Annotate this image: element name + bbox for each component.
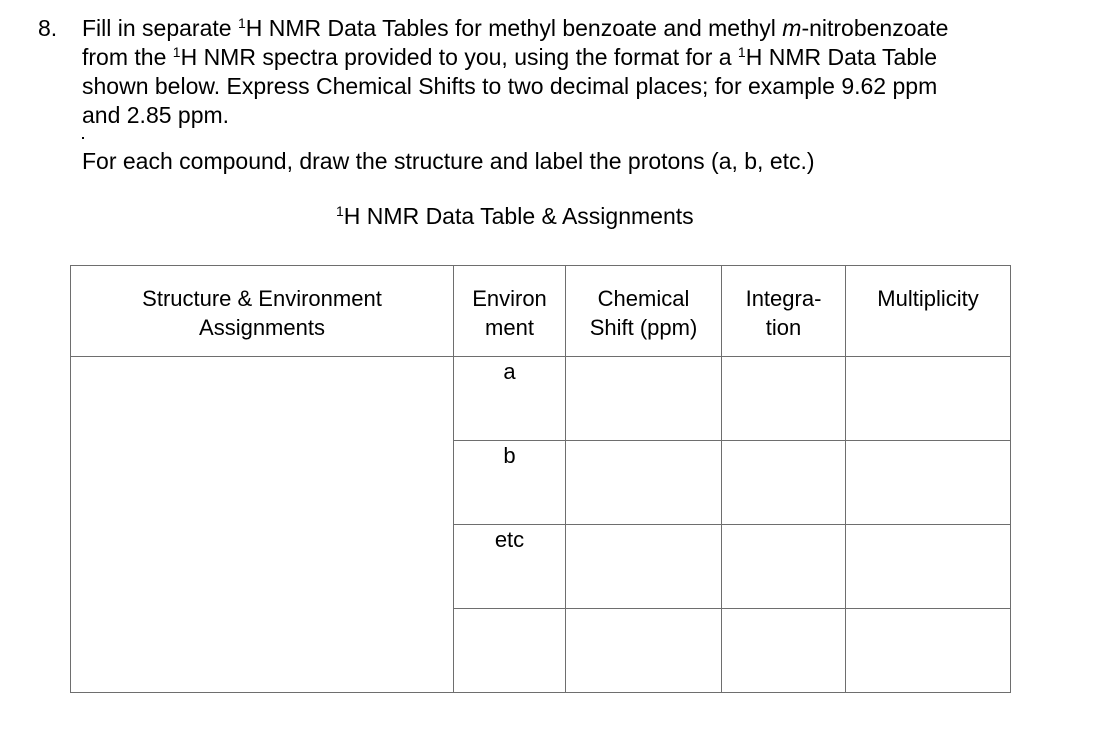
environment-cell: etc — [454, 525, 566, 609]
header-integration: Integra- tion — [722, 266, 846, 357]
question-line-4: and 2.85 ppm. — [82, 102, 230, 128]
table-header-row — [71, 266, 1011, 357]
environment-cell: a — [454, 357, 566, 441]
integration-cell[interactable] — [722, 609, 846, 693]
multiplicity-cell[interactable] — [846, 357, 1011, 441]
chemical-shift-cell[interactable] — [566, 525, 722, 609]
question-line-3: shown below. Express Chemical Shifts to two decimal places; for example 9.62 ppm — [82, 73, 938, 99]
instruction-text: For each compound, draw the structure and label the protons (a, b, etc.) — [82, 148, 815, 174]
table-title: $^1$H NMR Data Table & Assignments — [336, 203, 694, 229]
header-chemical-shift: Chemical Shift (ppm) — [566, 266, 722, 357]
multiplicity-cell[interactable] — [846, 525, 1011, 609]
integration-cell[interactable] — [722, 357, 846, 441]
integration-cell[interactable] — [722, 525, 846, 609]
stray-dot — [82, 137, 84, 139]
chemical-shift-cell[interactable] — [566, 609, 722, 693]
integration-cell[interactable] — [722, 441, 846, 525]
question-number: 8. — [38, 15, 58, 41]
chemical-shift-cell[interactable] — [566, 441, 722, 525]
header-environment: Environ ment — [454, 266, 566, 357]
environment-cell: b — [454, 441, 566, 525]
environment-cell[interactable] — [454, 609, 566, 693]
table-row — [71, 357, 1011, 441]
question-line-2: from the $^1$H NMR spectra provided to you, using the format for a $^1$H NMR Data Table — [82, 44, 938, 70]
multiplicity-cell[interactable] — [846, 441, 1011, 525]
multiplicity-cell[interactable] — [846, 609, 1011, 693]
question-text — [82, 14, 1082, 130]
structure-cell[interactable] — [71, 357, 454, 693]
header-structure: Structure & Environment Assignments — [71, 266, 454, 357]
header-multiplicity: Multiplicity — [846, 266, 1011, 357]
nmr-data-table — [70, 265, 1011, 693]
question-line-1: Fill in separate $^1$H NMR Data Tables for methyl benzoate and methyl m-nitrobenzoate — [82, 15, 949, 41]
chemical-shift-cell[interactable] — [566, 357, 722, 441]
